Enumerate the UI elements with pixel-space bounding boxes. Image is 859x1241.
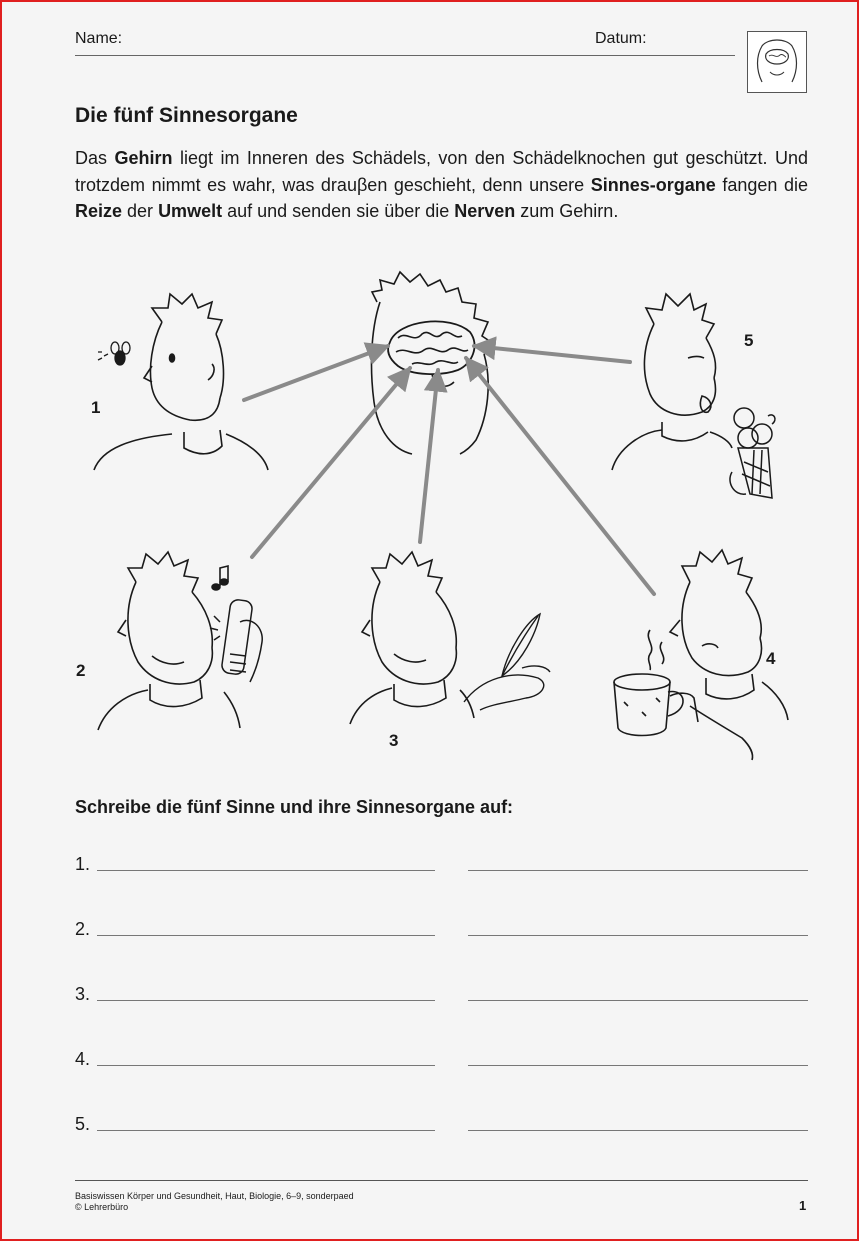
footer-source: Basiswissen Körper und Gesundheit, Haut, Biologie, 6–9, sonderpaed (75, 1191, 354, 1201)
figure-number-3: 3 (389, 731, 399, 750)
coffee-cup-icon (614, 630, 698, 736)
arrow-tongue-to-brain (474, 346, 630, 362)
feather-icon (464, 614, 550, 710)
footer-divider (75, 1180, 808, 1181)
arrow-eye-to-brain (244, 346, 388, 400)
figure-number-1: 1 (91, 398, 101, 417)
fly-icon (98, 342, 130, 365)
intro-paragraph: Das Gehirn liegt im Inneren des Schädels, von den Schädelknochen gut geschützt. Und trotzdem nimmt es wahr, was drauβen geschieht, denn unsere Sinnes-organe fangen die Reize der Umwelt auf und senden sie über die Nerven zum Gehirn. (75, 148, 809, 221)
answer-line-sense[interactable] (97, 870, 435, 871)
answer-line-sense[interactable] (97, 1000, 435, 1001)
page-number: 1 (799, 1198, 807, 1213)
answer-line-organ[interactable] (468, 1000, 808, 1001)
figure-number-5: 5 (744, 331, 754, 350)
person-3-touch (350, 552, 474, 724)
answer-line-organ[interactable] (468, 1130, 808, 1131)
figure-number-2: 2 (76, 661, 86, 680)
answer-line-sense[interactable] (97, 935, 435, 936)
arrow-skin-to-brain (420, 370, 438, 542)
answer-line-organ[interactable] (468, 935, 808, 936)
footer-credits (75, 1191, 354, 1213)
answer-row-number: 1. (75, 854, 91, 874)
figure-number-4: 4 (766, 649, 776, 668)
answer-row-number: 5. (75, 1114, 91, 1134)
answer-line-sense[interactable] (97, 1130, 435, 1131)
answer-line-organ[interactable] (468, 1065, 808, 1066)
task-heading: Schreibe die fünf Sinne und ihre Sinnesorgane auf: (75, 797, 514, 817)
answer-row-number: 2. (75, 919, 91, 939)
music-note-icon (212, 566, 228, 590)
date-label: Datum: (595, 30, 647, 47)
answer-line-sense[interactable] (97, 1065, 435, 1066)
nerve-arrows (244, 346, 654, 594)
senses-illustration (2, 2, 859, 802)
person-2-hearing (98, 552, 240, 730)
phone-icon (210, 599, 262, 682)
page-title: Die fünf Sinnesorgane (75, 104, 298, 127)
answer-row-number: 4. (75, 1049, 91, 1069)
ice-cream-icon (730, 408, 775, 498)
arrow-ear-to-brain (252, 368, 410, 557)
footer-copyright: © Lehrerbüro (75, 1202, 129, 1212)
person-1-eyes (94, 294, 268, 470)
arrow-nose-to-brain (466, 358, 654, 594)
answer-row-number: 3. (75, 984, 91, 1004)
name-label: Name: (75, 30, 123, 47)
person-5-taste (612, 294, 732, 470)
answer-line-organ[interactable] (468, 870, 808, 871)
